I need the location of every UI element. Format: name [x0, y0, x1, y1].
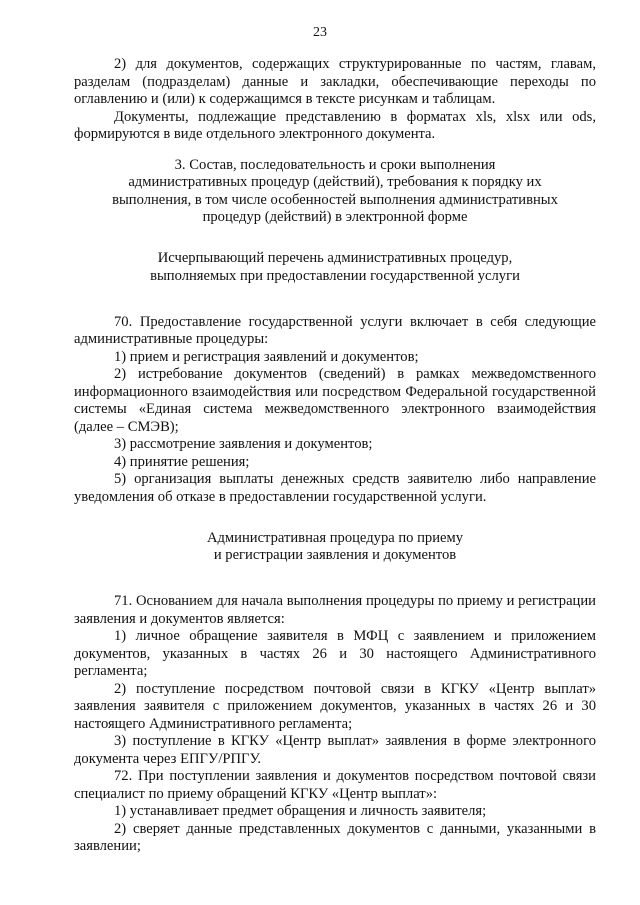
document-body — [74, 56, 596, 856]
subsection-heading-line: выполняемых при предоставлении государственной услуги — [150, 267, 520, 284]
paragraph-70-item-2: 2) истребование документов (сведений) в рамках межведомственного информационного взаимодействия или посредством Федеральной государственной системы «Единая система межведомственного электронного взаимодействия (далее – СМЭВ); — [74, 366, 596, 435]
section-3-heading-line: административных процедур (действий), требования к порядку их — [128, 174, 542, 190]
section-3-heading-line: 3. Состав, последовательность и сроки выполнения — [174, 156, 496, 173]
paragraph-70-item-1: 1) прием и регистрация заявлений и документов; — [114, 348, 419, 365]
paragraph-72-item-1: 1) устанавливает предмет обращения и личность заявителя; — [114, 803, 487, 819]
section-3-heading-line: выполнения, в том числе особенностей выполнения административных — [112, 191, 558, 208]
page-number: 23 — [313, 25, 327, 40]
subsection-heading-line: Исчерпывающий перечень административных процедур, — [157, 250, 513, 266]
section-3-heading — [74, 157, 596, 227]
paragraph-70-item-5: 5) организация выплаты денежных средств заявителю либо направление уведомления об отказе в предоставлении государственной услуги. — [74, 471, 596, 505]
paragraph-71-item-3: 3) поступление в КГКУ «Центр выплат» заявления в форме электронного документа через ЕПГУ/РПГУ. — [74, 733, 596, 767]
paragraph-70: 70. Предоставление государственной услуги включает в себя следующие административные процедуры: — [74, 313, 596, 347]
paragraph-formats-note: Документы, подлежащие представлению в форматах xls, xlsx или ods, формируются в виде отдельного электронного документа. — [74, 108, 596, 142]
section-3-heading-line: процедур (действий) в электронной форме — [202, 209, 468, 225]
paragraph-71: 71. Основанием для начала выполнения процедуры по приему и регистрации заявления и документов является: — [74, 593, 596, 627]
paragraph-72-item-2: 2) сверяет данные представленных документов с данными, указанными в заявлении; — [74, 820, 596, 854]
paragraph-72: 72. При поступлении заявления и документов посредством почтовой связи специалист по приему обращений КГКУ «Центр выплат»: — [74, 768, 596, 802]
paragraph-item-2: 2) для документов, содержащих структурированные по частям, главам, разделам (подразделам) данные и закладки, обеспечивающие переходы по оглавлению и (или) к содержащимся в тексте рисункам и таблицам. — [74, 56, 596, 107]
subsection-reception-heading — [74, 530, 596, 565]
paragraph-70-item-4: 4) принятие решения; — [114, 453, 250, 470]
paragraph-71-item-2: 2) поступление посредством почтовой связи в КГКУ «Центр выплат» заявления заявителя с приложением документов, указанных в частях 26 и 30 настоящего Административного регламента; — [74, 680, 596, 732]
subsection-procedures-list-heading — [74, 250, 596, 285]
subsection-heading-line: Административная процедура по приему — [206, 529, 464, 546]
paragraph-70-item-3: 3) рассмотрение заявления и документов; — [114, 436, 373, 452]
paragraph-71-item-1: 1) личное обращение заявителя в МФЦ с заявлением и приложением документов, указанных в частях 26 и 30 настоящего Административного регламента; — [74, 628, 596, 679]
subsection-heading-line: и регистрации заявления и документов — [213, 547, 457, 563]
